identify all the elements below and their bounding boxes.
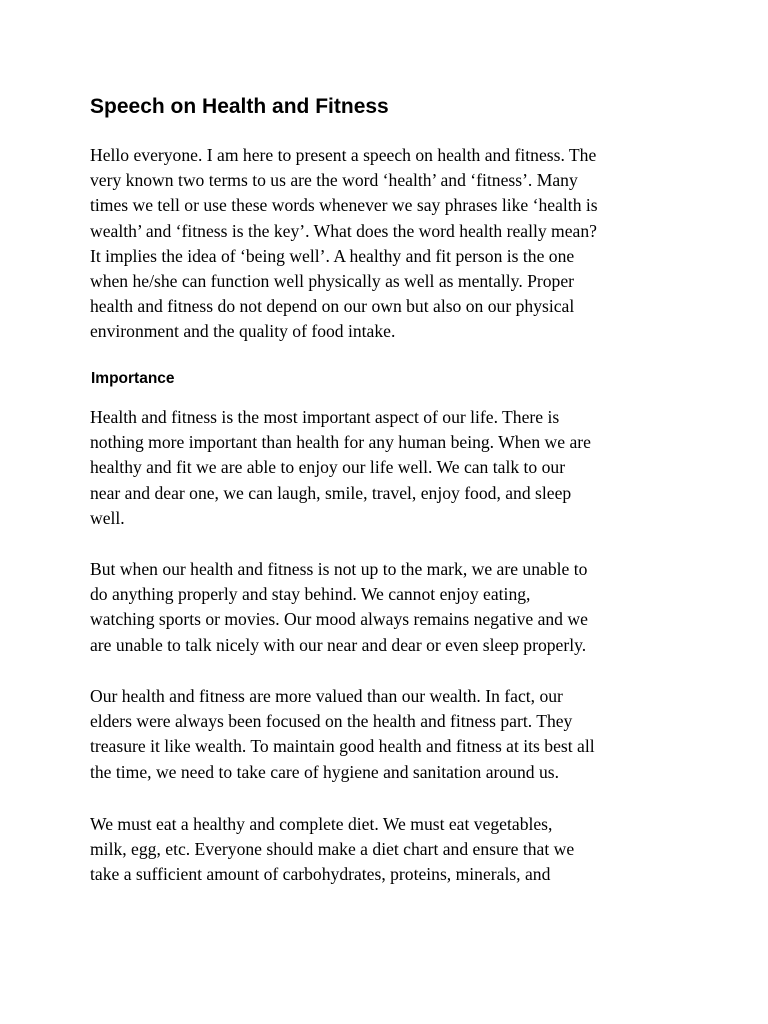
text-line: We must eat a healthy and complete diet. We must eat vegetables, xyxy=(90,814,553,834)
text-line: elders were always been focused on the health and fitness part. They xyxy=(90,711,573,732)
text-line: But when our health and fitness is not up to the mark, we are unable to xyxy=(90,559,588,579)
text-line: healthy and fit we are able to enjoy our life well. We can talk to our xyxy=(90,457,566,478)
body-paragraph xyxy=(90,684,595,785)
text-line: near and dear one, we can laugh, smile, travel, enjoy food, and sleep xyxy=(90,482,572,503)
text-line: are unable to talk nicely with our near and dear or even sleep properly. xyxy=(90,634,587,655)
text-line: Hello everyone. I am here to present a speech on health and fitness. The xyxy=(90,145,597,165)
text-line: environment and the quality of food intake. xyxy=(90,321,396,342)
section-heading-importance: Importance xyxy=(91,370,175,387)
intro-paragraph xyxy=(90,143,598,345)
body-paragraph xyxy=(90,812,574,888)
text-line: health and fitness do not depend on our own but also on our physical xyxy=(90,296,575,317)
document-title: Speech on Health and Fitness xyxy=(90,95,389,118)
text-line: nothing more important than health for any human being. When we are xyxy=(90,432,591,453)
text-line: watching sports or movies. Our mood always remains negative and we xyxy=(90,609,588,630)
text-line: It implies the idea of ‘being well’. A healthy and fit person is the one xyxy=(90,245,575,266)
text-line: the time, we need to take care of hygiene and sanitation around us. xyxy=(90,761,560,782)
text-line: very known two terms to us are the word ‘health’ and ‘fitness’. Many xyxy=(90,170,578,191)
text-line: do anything properly and stay behind. We cannot enjoy eating, xyxy=(90,584,531,605)
text-line: when he/she can function well physically as well as mentally. Proper xyxy=(90,271,575,292)
body-paragraph xyxy=(90,557,588,658)
text-line: wealth’ and ‘fitness is the key’. What does the word health really mean? xyxy=(90,220,597,241)
text-line: take a sufficient amount of carbohydrates, proteins, minerals, and xyxy=(90,864,551,885)
text-line: times we tell or use these words whenever we say phrases like ‘health is xyxy=(90,195,598,216)
body-paragraph xyxy=(90,405,591,531)
text-line: Health and fitness is the most important aspect of our life. There is xyxy=(90,407,560,427)
text-line: well. xyxy=(90,507,125,528)
text-line: treasure it like wealth. To maintain good health and fitness at its best all xyxy=(90,736,595,757)
text-line: milk, egg, etc. Everyone should make a diet chart and ensure that we xyxy=(90,839,575,860)
text-line: Our health and fitness are more valued than our wealth. In fact, our xyxy=(90,686,563,706)
